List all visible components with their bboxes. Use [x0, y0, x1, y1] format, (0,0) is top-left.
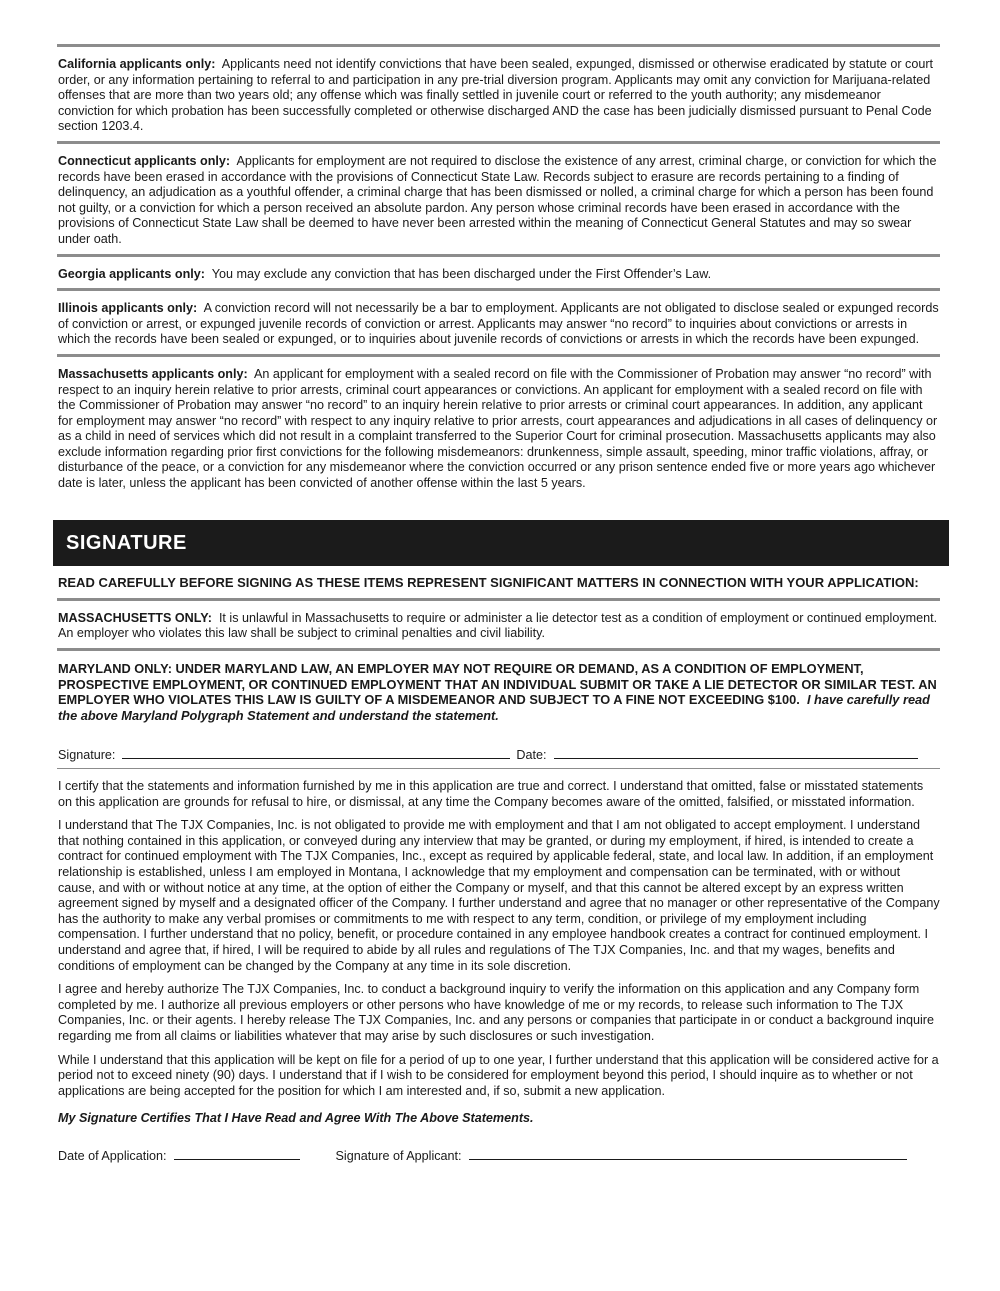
illinois-label: Illinois applicants only: — [58, 301, 198, 316]
date-input-line[interactable] — [554, 757, 918, 759]
background-inquiry-paragraph: I agree and hereby authorize The TJX Companies, Inc. to conduct a background inquiry to verify the information on this application and any Company form completed by me. I authorize all previous employers or other persons who have knowledge of me or my records, to release such information to The TJX Companies, Inc. or their agents. I hereby release The TJX Companies, Inc. and any persons or companies that participate in or conduct a background inquire regarding me from all claims or liabilities whatever that may arise by such disclosures or such investigation. — [58, 982, 934, 1043]
read-carefully-notice: READ CAREFULLY BEFORE SIGNING AS THESE ITEMS REPRESENT SIGNIFICANT MATTERS IN CONNECTION WITH YOUR APPLICATION: — [58, 574, 919, 590]
employment-terms-paragraph: I understand that The TJX Companies, Inc. is not obligated to provide me with employment and that I am not obligated to accept employment. I understand that nothing contained in this application, or conveyed during any interview that may be granted, or during my employment, if hired, is intended to create a contract for continued employment with The TJX Companies, Inc., except as required by applicable federal, state, and local law. In addition, if an employment relationship is established, unless I am employed in Montana, I acknowledge that my employment and compensation can be terminated, with or without cause, and with or without notice at any time, at the option of either the Company or myself, and that this cannot be altered except by an express written agreement signed by myself and a designated officer of the Company. I further understand and agree that no manager or other representative of the Company has the authority to make any verbal promises or commitments to me with respect to any term, condition, or privilege of my employment including compensation. I further understand that no policy, benefit, or procedure contained in any employee handbook creates a contract for continued employment. I understand and agree that, if hired, I will be required to abide by all rules and regulations of The TJX Companies, Inc. and that my wages, benefits and conditions of employment can be changed by the Company at any time in its sole discretion. — [58, 818, 940, 973]
connecticut-notice — [57, 144, 940, 254]
signature-input-line[interactable] — [122, 757, 510, 759]
connecticut-label: Connecticut applicants only: — [58, 153, 231, 168]
signature-of-applicant-label: Signature of Applicant: — [335, 1148, 462, 1163]
maryland-signature-row — [58, 740, 940, 762]
california-text: Applicants need not identify convictions that have been sealed, expunged, dismissed or otherwise eradicated by statute or court order, or any information pertaining to referral to and participation in any pre-trial diversion program. Applicants may omit any conviction for Marijuana-related offenses that are more than two years old; any offense which was finally settled in juvenile court or referred to the youth authority; any misdemeanor conviction for which probation has been successfully completed or otherwise discharged AND the case has been judicially dismissed pursuant to Penal Code section 1203.4. — [58, 57, 934, 134]
massachusetts-label: Massachusetts applicants only: — [58, 366, 248, 381]
georgia-label: Georgia applicants only: — [58, 266, 205, 281]
date-label: Date: — [516, 748, 547, 763]
massachusetts-lie-detector-notice — [57, 601, 940, 648]
signature-label: Signature: — [58, 748, 116, 763]
maryland-italic-statement: I have carefully read the above Maryland Polygraph Statement and understand the statement. — [58, 692, 930, 724]
application-page — [57, 44, 940, 1169]
georgia-text: You may exclude any conviction that has been discharged under the First Offender’s Law. — [211, 266, 712, 281]
illinois-notice — [57, 291, 940, 354]
california-label: California applicants only: — [58, 57, 216, 71]
maryland-text: MARYLAND ONLY: UNDER MARYLAND LAW, AN EMPLOYER MAY NOT REQUIRE OR DEMAND, AS A CONDITION OF EMPLOYMENT, PROSPECTIVE EMPLOYMENT, OR CONTINUED EMPLOYMENT THAT AN INDIVIDUAL SUBMIT OR TAKE A LIE DETECTOR OR SIMILAR TEST. AN EMPLOYER WHO VIOLATES THIS LAW IS GUILTY OF A MISDEMEANOR AND SUBJECT TO A FINE NOT EXCEEDING $100. — [58, 660, 937, 708]
massachusetts-text: An applicant for employment with a sealed record on file with the Commissioner of Probation may answer “no record” with respect to an inquiry herein relative to prior arrests, criminal court appearances or convictions. An applicant for employment with a sealed record on file with the Commissioner of Probation may answer “no record” to an inquiry herein relative to prior arrests or criminal court appearances. In addition, any applicant for employment may answer “no record” with respect to any inquiry relative to prior arrests, court appearances and adjudications in all cases of delinquency or as a child in need of services which did not result in a complaint transferred to the Superior Court for criminal prosecution. Massachusetts applicants may also exclude information regarding prior first convictions for the following misdemeanors: drunkenness, simple assault, speeding, minor traffic violations, affray, or disturbance of the peace, or a conviction for any misdemeanor where the conviction occurred or any prison sentence ended five or more years ago whichever date is later, unless the applicant has been convicted of another offense within the last 5 years. — [58, 366, 938, 491]
georgia-notice — [57, 257, 940, 289]
illinois-text: A conviction record will not necessarily be a bar to employment. Applicants are not obligated to disclose sealed or expunged records of conviction or arrest, or expunged juvenile records of conviction or arrest. Applicants may answer “no record” to inquiries about convictions or arrests in which the records have been sealed or expunged, or to inquiries about juvenile records of convictions or arrests in which the records have been expunged. — [58, 301, 939, 347]
california-notice — [57, 47, 940, 141]
date-of-application-input-line[interactable] — [174, 1158, 300, 1160]
date-of-application-label: Date of Application: — [58, 1148, 167, 1163]
section-divider — [57, 768, 940, 769]
signature-of-applicant-input-line[interactable] — [469, 1158, 907, 1160]
connecticut-text: Applicants for employment are not required to disclose the existence of any arrest, criminal charge, or conviction for which the records have been erased in accordance with the provisions of Connecticut State Law. Records subject to erasure are records pertaining to a finding of delinquency, an adjudication as a youthful offender, a criminal charge that has been dismissed or nolled, a criminal charge for which a person has been found not guilty, or a conviction for which a person received an absolute pardon. Any person whose criminal records have been erased in accordance with the provisions of Connecticut State Law shall be deemed to have never been arrested within the meaning of Connecticut General Statutes and may so swear under oath. — [58, 153, 937, 246]
application-validity-paragraph: While I understand that this application will be kept on file for a period of up to one year, I further understand that this application will be considered active for a period not to exceed ninety (90) days. I understand that if I wish to be considered for employment beyond this period, I should inquire as to whether or not applications are being accepted for the position for which I am interested and, if so, submit a new application. — [58, 1052, 939, 1098]
maryland-notice — [57, 651, 940, 730]
signature-heading: SIGNATURE — [53, 520, 949, 566]
applicant-signature-row — [58, 1141, 940, 1163]
certifies-statement: My Signature Certifies That I Have Read and Agree With The Above Statements. — [58, 1111, 534, 1126]
mass-only-text: It is unlawful in Massachusetts to require or administer a lie detector test as a condition of employment or continued employment. An employer who violates this law shall be subject to criminal penalties and civil liability. — [58, 610, 938, 641]
massachusetts-notice — [57, 357, 940, 498]
certification-paragraph: I certify that the statements and information furnished by me in this application are true and correct. I understand that omitted, false or misstated statements on this application are grounds for refusal to hire, or dismissal, at any time the Company becomes aware of the omitted, falsified, or misstated information. — [58, 779, 924, 809]
mass-only-label: MASSACHUSETTS ONLY: — [58, 610, 212, 625]
